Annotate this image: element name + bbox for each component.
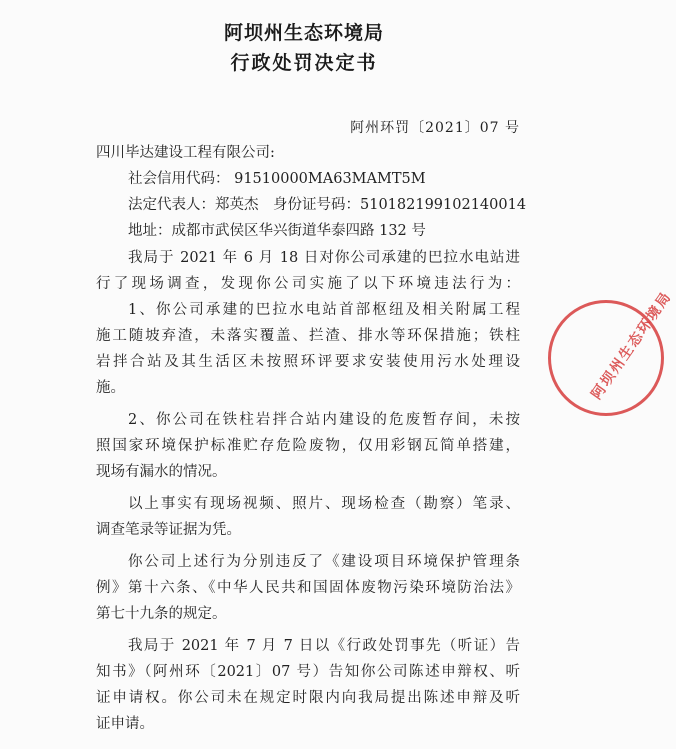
recipient-line: 四川毕达建设工程有限公司: [96, 145, 275, 161]
violation-1-line-1: 1、你公司承建的巴拉水电站首部枢纽及相关附属工程 [128, 302, 520, 318]
document-number: 阿州环罚〔2021〕07 号 [350, 120, 520, 136]
notice-line-3: 证申请权。你公司未在规定时限内向我局提出陈述申辩及听 [96, 690, 520, 706]
paragraph-investigation-line-2: 行了现场调查，发现你公司实施了以下环境违法行为： [96, 276, 520, 292]
evidence-line-1: 以上事实有现场视频、照片、现场检查（勘察）笔录、 [128, 496, 520, 512]
document-type-title: 行政处罚决定书 [230, 52, 378, 74]
official-seal [548, 288, 676, 416]
violated-laws-line-3: 第七十九条的规定。 [96, 606, 227, 622]
violation-1-line-3: 岩拌合站及其生活区未按照环评要求安装使用污水处理设 [96, 354, 520, 370]
paragraph-investigation-line-1: 我局于 2021 年 6 月 18 日对你公司承建的巴拉水电站进 [128, 250, 520, 266]
notice-line-4: 证申请。 [96, 716, 154, 732]
violation-2-line-1: 2、你公司在铁柱岩拌合站内建设的危废暂存间，未按 [128, 412, 520, 428]
violation-1-line-4: 施。 [96, 380, 125, 396]
violation-1-line-2: 施工随坡弃渣，未落实覆盖、拦渣、排水等环保措施；铁柱 [96, 328, 520, 344]
agency-title: 阿坝州生态环境局 [223, 22, 384, 44]
notice-line-2: 知书》（阿州环〔2021〕07 号）告知你公司陈述申辩权、听 [96, 664, 520, 680]
notice-line-1: 我局于 2021 年 7 月 7 日以《行政处罚事先（听证）告 [128, 638, 520, 654]
legal-representative-line: 法定代表人：郑英杰 身份证号码：510182199102140014 [128, 197, 527, 213]
violation-2-line-3: 现场有漏水的情况。 [96, 464, 227, 480]
official-seal-text: 阿坝州生态环境局 [588, 288, 676, 403]
violation-2-line-2: 照国家环境保护标准贮存危险废物，仅用彩钢瓦简单搭建， [96, 438, 520, 454]
evidence-line-2: 调查笔录等证据为凭。 [96, 522, 241, 538]
violated-laws-line-2: 例》第十六条、《中华人民共和国固体废物污染环境防治法》 [96, 580, 520, 596]
violated-laws-line-1: 你公司上述行为分别违反了《建设项目环境保护管理条 [128, 554, 520, 570]
credit-code-line: 社会信用代码： 91510000MA63MAMT5M [128, 171, 426, 187]
address-line: 地址：成都市武侯区华兴街道华泰四路 132 号 [128, 223, 426, 239]
